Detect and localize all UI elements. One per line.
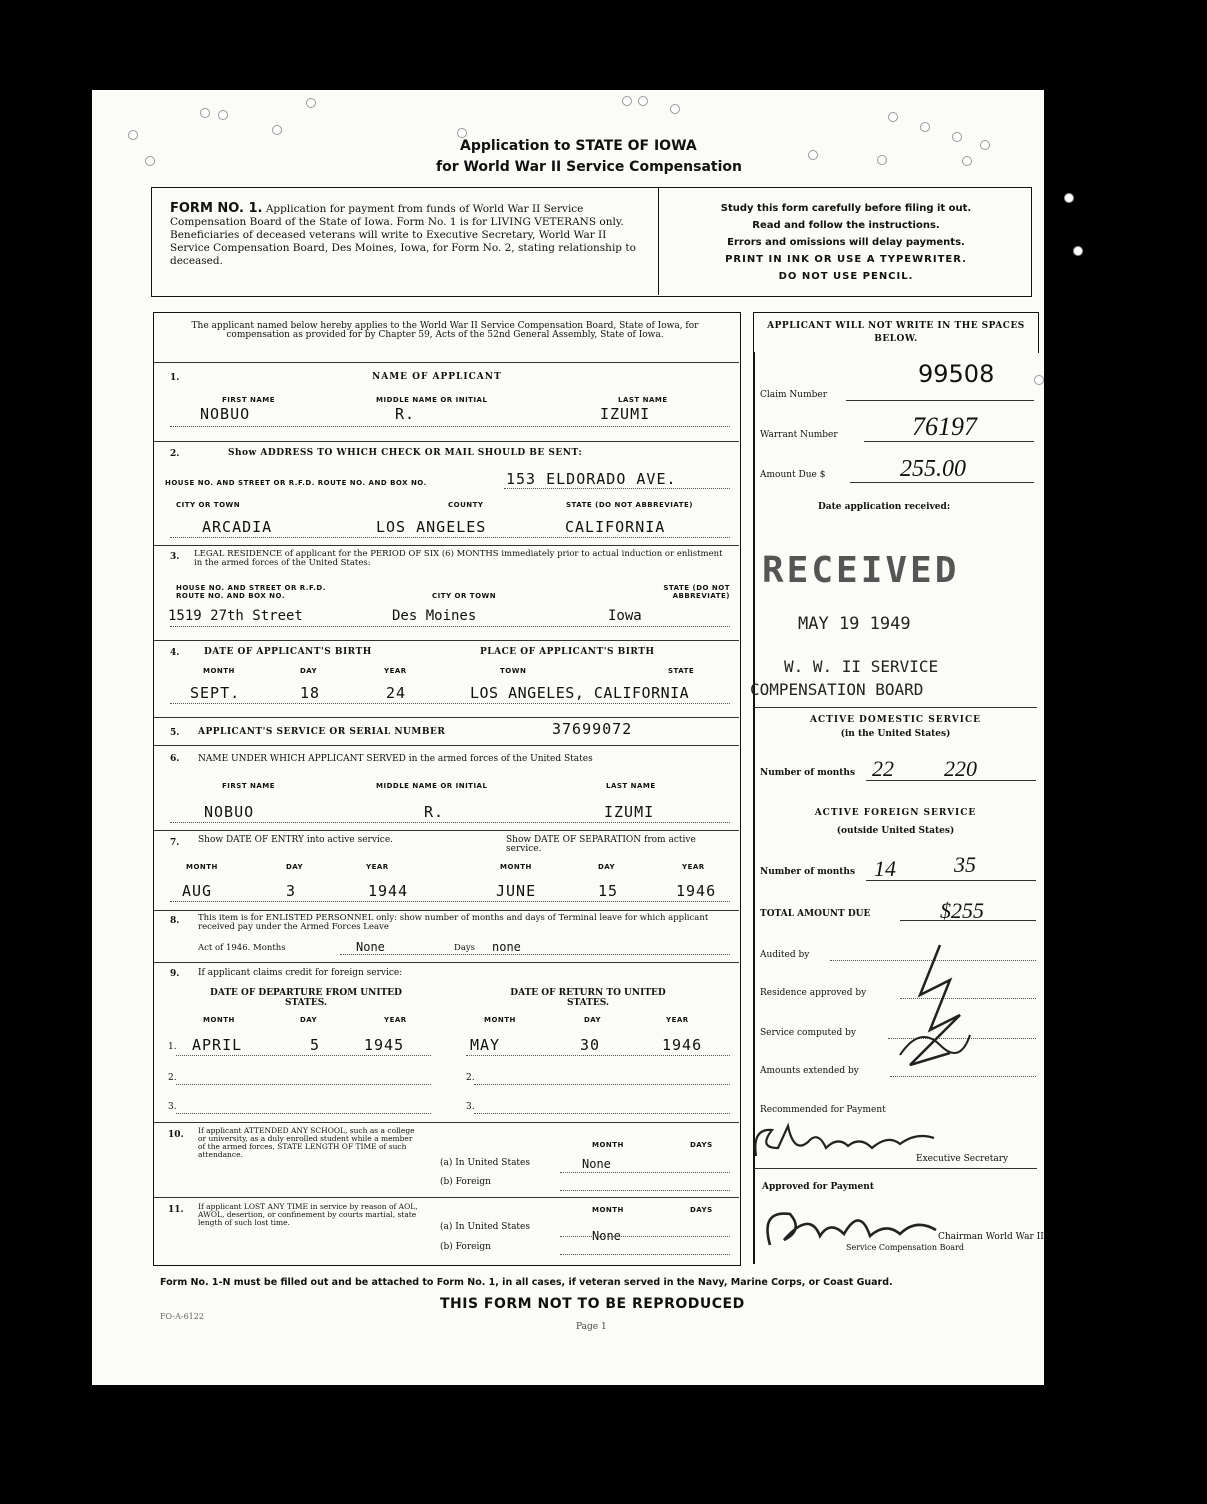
s2-number: 2. [170,449,180,459]
middle-name-value[interactable]: R. [395,405,416,423]
intro-text: Application for payment from funds of World War II Service Compensation Board of the State of Iowa. Form No. 1 is for LIVING VETERANS only. Beneficiaries of deceased veterans will write to Executive Secretary, World War II Service Compensation Board, Des Moines, Iowa, for Form No. 2, stating relationship to deceased. [170,203,636,267]
served-first-value[interactable]: NOBUO [204,803,255,821]
recommended-label: Recommended for Payment [760,1105,886,1115]
lost-foreign-label: (b) Foreign [440,1242,491,1252]
return-day-value[interactable]: 30 [580,1036,601,1054]
stamp-org-line1: W. W. II SERVICE [784,657,939,676]
leave-days-value[interactable]: none [492,940,521,954]
claim-number-value: 99508 [918,360,995,388]
dep-day-label: DAY [300,1016,318,1024]
s8-act-label: Act of 1946. Months [198,943,286,953]
served-middle-label: MIDDLE NAME OR INITIAL [376,782,488,790]
s7-number: 7. [170,838,180,848]
return-title: DATE OF RETURN TO UNITED STATES. [510,988,666,1008]
s1-number: 1. [170,373,180,383]
leave-months-value[interactable]: None [356,940,385,954]
domestic-title: ACTIVE DOMESTIC SERVICE [810,715,981,725]
birth-month-value[interactable]: SEPT. [190,684,241,702]
middle-name-label: MIDDLE NAME OR INITIAL [376,396,488,404]
stamp-org-line2: COMPENSATION BOARD [750,680,924,699]
entry-month-label: MONTH [186,863,218,871]
instruction-line: DO NOT USE PENCIL. [778,271,914,282]
serial-number-value[interactable]: 37699072 [552,720,633,738]
page-number: Page 1 [576,1322,607,1332]
foreign-subtitle: (outside United States) [836,826,955,836]
chairman-label: Chairman World War II [938,1232,1044,1242]
foreign-months-label: Number of months [760,867,856,877]
amount-due-value: 255.00 [900,456,966,482]
s4-number: 4. [170,648,180,658]
mailing-state-value[interactable]: CALIFORNIA [565,518,666,536]
row2-number-right: 2. [466,1073,475,1083]
birth-day-label: DAY [300,667,318,675]
entry-day-label: DAY [286,863,304,871]
s6-title: NAME UNDER WHICH APPLICANT SERVED in the armed forces of the United States [198,754,593,764]
s3-title: LEGAL RESIDENCE of applicant for the PERIOD OF SIX (6) MONTHS immediately prior to actual induction or enlistment in the armed forces of the United States: [194,549,723,568]
school-us-label: (a) In United States [440,1158,530,1168]
instruction-line: Read and follow the instructions. [752,220,940,231]
s8-text: This item is for ENLISTED PERSONNEL only: show number of months and days of Terminal leave for which applicant received pay under the Armed Forces Leave [198,913,709,932]
s3-number: 3. [170,552,180,562]
s11-text: If applicant LOST ANY TIME in service by reason of AOL, AWOL, desertion, or confinement by courts martial, state length of such lost time. [198,1202,418,1227]
served-last-value[interactable]: IZUMI [604,803,655,821]
residence-street-label: HOUSE NO. AND STREET OR R.F.D. ROUTE NO. AND BOX NO. [176,584,326,600]
birth-year-value[interactable]: 24 [386,684,407,702]
received-stamp: RECEIVED [762,550,960,591]
residence-state-value[interactable]: Iowa [608,608,642,624]
amounts-extended-label: Amounts extended by [760,1066,859,1076]
row3-number: 3. [168,1102,177,1112]
mailing-city-value[interactable]: ARCADIA [202,518,273,536]
warrant-label: Warrant Number [760,430,838,440]
lost-us-label: (a) In United States [440,1222,530,1232]
last-name-label: LAST NAME [618,396,668,404]
sep-day-label: DAY [598,863,616,871]
lost-days-label: DAYS [690,1206,713,1214]
initials-signature [880,935,980,1075]
sep-year-label: YEAR [682,863,705,871]
sep-year-value[interactable]: 1946 [676,882,717,900]
s9-number: 9. [170,969,180,979]
executive-secretary-label: Executive Secretary [916,1154,1009,1164]
footer-note: Form No. 1-N must be filled out and be attached to Form No. 1, in all cases, if veteran served in the Navy, Marine Corps, or Coast Guard. [160,1277,893,1288]
birth-year-label: YEAR [384,667,407,675]
office-title: APPLICANT WILL NOT WRITE IN THE SPACES BELOW. [767,321,1025,344]
s8-days-label: Days [454,943,476,953]
form-title-line2: for World War II Service Compensation [436,159,743,175]
s8-number: 8. [170,916,180,926]
residence-approved-label: Residence approved by [760,988,867,998]
school-us-value[interactable]: None [582,1157,611,1171]
residence-street-value[interactable]: 1519 27th Street [168,608,303,624]
first-name-label: FIRST NAME [222,396,276,404]
birth-state-label: STATE [668,667,695,675]
birth-month-label: MONTH [203,667,235,675]
served-first-label: FIRST NAME [222,782,276,790]
foreign-months-value: 14 [874,856,896,881]
instruction-line: Study this form carefully before filing it out. [720,203,972,214]
lost-month-label: MONTH [592,1206,624,1214]
sep-month-value[interactable]: JUNE [496,882,537,900]
mailing-street-value[interactable]: 153 ELDORADO AVE. [506,470,677,488]
last-name-value[interactable]: IZUMI [600,405,651,423]
warrant-number-value: 76197 [912,412,977,441]
served-middle-value[interactable]: R. [424,803,445,821]
departure-title: DATE OF DEPARTURE FROM UNITED STATES. [210,988,402,1008]
instructions [668,200,1024,285]
s4-place-title: PLACE OF APPLICANT'S BIRTH [480,647,655,657]
audited-label: Audited by [760,950,810,960]
date-received-label: Date application received: [818,502,951,512]
departure-month-value[interactable]: APRIL [192,1036,243,1054]
form-number: FORM NO. 1. [170,201,263,216]
instruction-line: Errors and omissions will delay payments. [727,237,965,248]
total-value: $255 [940,898,984,923]
state-label: STATE (DO NOT ABBREVIATE) [566,501,693,509]
ret-month-label: MONTH [484,1016,516,1024]
county-label: COUNTY [448,501,484,509]
school-foreign-label: (b) Foreign [440,1177,491,1187]
mailing-county-value[interactable]: LOS ANGELES [376,518,487,536]
street-label: HOUSE NO. AND STREET OR R.F.D. ROUTE NO. AND BOX NO. [165,479,427,487]
chairman-label2: Service Compensation Board [846,1243,964,1252]
s5-number: 5. [170,728,180,738]
birth-day-value[interactable]: 18 [300,684,321,702]
entry-month-value[interactable]: AUG [182,882,213,900]
residence-state-label: STATE (DO NOT ABBREVIATE) [663,584,730,600]
departure-year-value[interactable]: 1945 [364,1036,405,1054]
s6-number: 6. [170,754,180,764]
residence-city-value[interactable]: Des Moines [392,608,477,624]
sep-month-label: MONTH [500,863,532,871]
first-name-value[interactable]: NOBUO [200,405,251,423]
ret-year-label: YEAR [666,1016,689,1024]
s10-number: 10. [168,1130,184,1140]
departure-day-value[interactable]: 5 [310,1036,321,1054]
service-computed-label: Service computed by [760,1028,856,1038]
claim-label: Claim Number [760,390,827,400]
received-date-stamp: MAY 19 1949 [798,614,911,634]
dep-month-label: MONTH [203,1016,235,1024]
birth-town-label: TOWN [500,667,527,675]
entry-year-label: YEAR [366,863,389,871]
birth-place-value[interactable]: LOS ANGELES, CALIFORNIA [470,684,690,702]
no-reproduce-notice: THIS FORM NOT TO BE REPRODUCED [440,1296,745,1312]
intro-divider [658,188,659,295]
total-label: TOTAL AMOUNT DUE [760,909,871,919]
served-last-label: LAST NAME [606,782,656,790]
entry-year-value[interactable]: 1944 [368,882,409,900]
s2-title: Show ADDRESS TO WHICH CHECK OR MAIL SHOULD BE SENT: [228,448,583,458]
ret-day-label: DAY [584,1016,602,1024]
intro-text-block [170,202,642,268]
amount-label: Amount Due $ [760,470,826,480]
dep-year-label: YEAR [384,1016,407,1024]
entry-day-value[interactable]: 3 [286,882,297,900]
s7-sep-title: Show DATE OF SEPARATION from active service. [506,835,696,854]
domestic-months-value: 22 [872,756,894,781]
sep-day-value[interactable]: 15 [598,882,619,900]
approved-label: Approved for Payment [762,1182,874,1192]
return-month-value[interactable]: MAY [470,1036,501,1054]
return-year-value[interactable]: 1946 [662,1036,703,1054]
s5-title: APPLICANT'S SERVICE OR SERIAL NUMBER [198,727,446,737]
residence-city-label: CITY OR TOWN [432,592,497,600]
domestic-subtitle: (in the United States) [840,729,951,739]
row1-number: 1. [168,1042,177,1052]
form-code: FO-A-6122 [160,1312,204,1321]
domestic-amount-value: 220 [944,756,977,781]
s4-birth-title: DATE OF APPLICANT'S BIRTH [204,647,372,657]
row2-number: 2. [168,1073,177,1083]
row3-number-right: 3. [466,1102,475,1112]
school-days-label: DAYS [690,1141,713,1149]
foreign-amount-value: 35 [954,852,976,877]
s11-number: 11. [168,1205,184,1215]
city-label: CITY OR TOWN [176,501,241,509]
instruction-line: PRINT IN INK OR USE A TYPEWRITER. [725,254,967,265]
form-title-line1: Application to STATE OF IOWA [460,138,697,154]
domestic-months-label: Number of months [760,768,856,778]
s10-text: If applicant ATTENDED ANY SCHOOL, such as a college or university, as a duly enrolled student while a member of the armed forces, STATE LENGTH OF TIME of such attendance. [198,1126,415,1159]
foreign-title: ACTIVE FOREIGN SERVICE [814,808,977,818]
school-month-label: MONTH [592,1141,624,1149]
preamble: The applicant named below hereby applies to the World War II Service Compensation Board, State of Iowa, for compensation as provided for by Chapter 59, Acts of the 52nd General Assembly, State of Iowa. [191,321,699,340]
lost-us-value[interactable]: None [592,1229,621,1243]
s9-title: If applicant claims credit for foreign service: [198,968,403,978]
s7-entry-title: Show DATE OF ENTRY into active service. [198,835,394,845]
s1-title: NAME OF APPLICANT [372,372,502,382]
